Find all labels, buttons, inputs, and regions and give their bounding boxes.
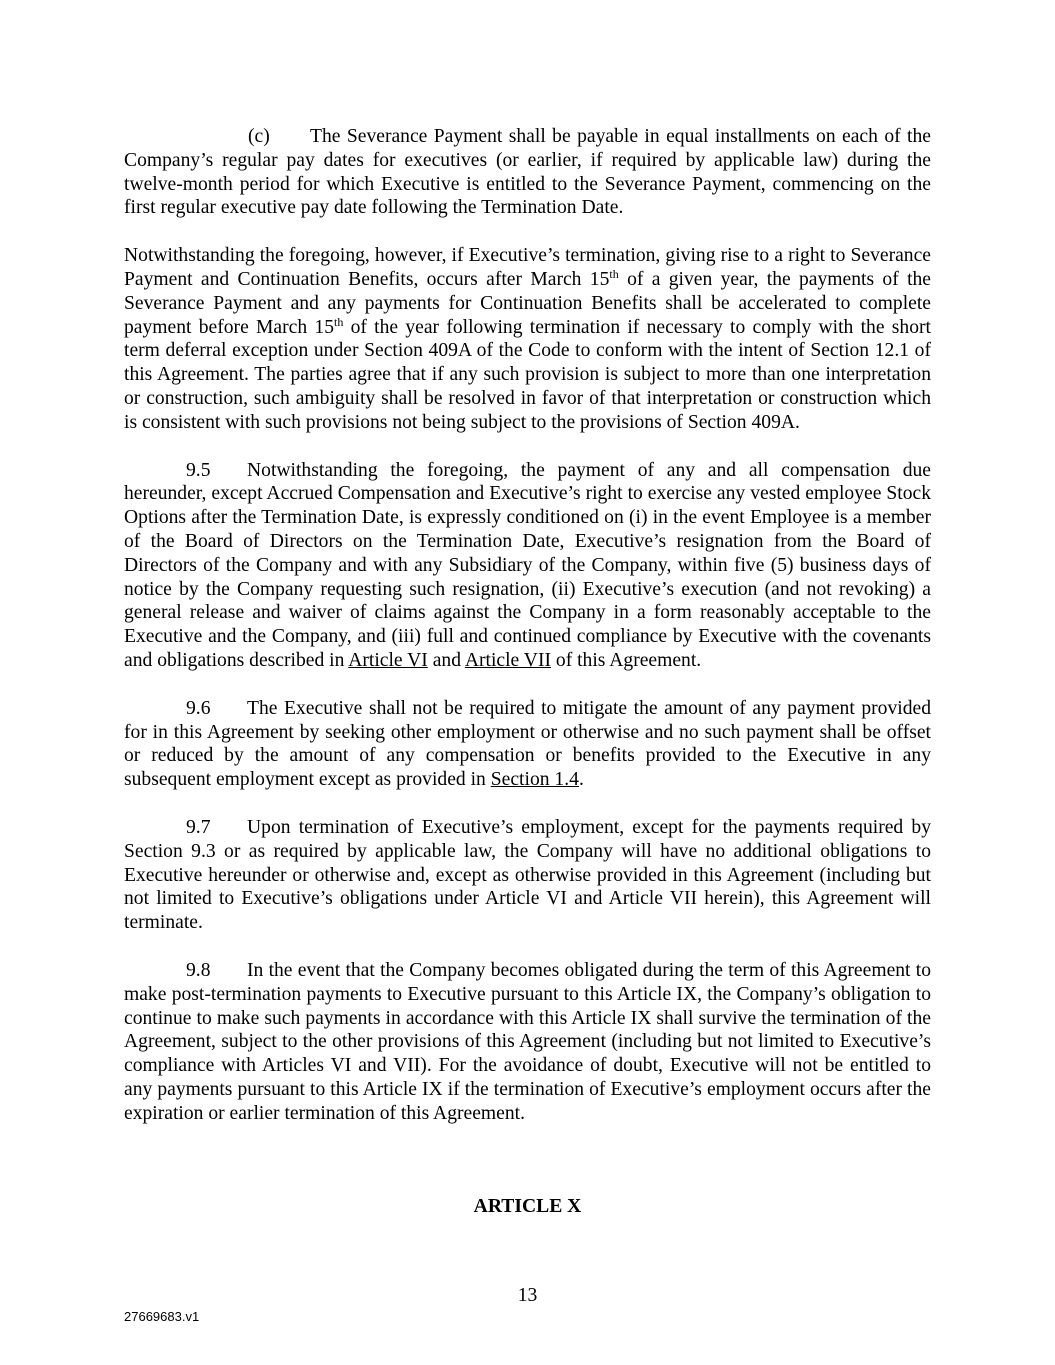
article-heading: ARTICLE X (473, 1196, 582, 1217)
document-id: 27669683.v1 (124, 1309, 200, 1324)
paragraph-c (124, 125, 931, 220)
section-1-4-reference: Section 1.4 (490, 769, 579, 791)
article-vii-reference: Article VII (464, 649, 551, 671)
paragraph-c-text: The Severance Payment shall be payable in equal installments on each of the Company’s regular pay dates for executives (or earlier, if required by applicable law) during the twelve-month period for which Executive is entitled to the Severance Payment, commencing on the first regular executive pay date following the Termination Date. (124, 126, 931, 219)
notwithstanding-text-2: of a given year, the payments of the Severance Payment and any payments for Continuation Benefits shall be accelerated to complete payment before March 15 (124, 268, 932, 338)
section-9-6-text: The Executive shall not be required to mitigate the amount of any payment provided for in this Agreement by seeking other employment or otherwise and no such payment shall be offset or reduced by the amount of any compensation or benefits provided to the Executive in any subsequent employment except as provided in (124, 697, 931, 791)
section-9-5-text: Notwithstanding the foregoing, the payment of any and all compensation due hereunder, except Accrued Compensation and Executive’s right to exercise any vested employee Stock Options after the Termination Date, is expressly conditioned on (i) in the event Employee is a member of the Board of Directors on the Termination Date, Executive’s resignation from the Board of Directors of the Company and with any Subsidiary of the Company, within five (5) business days of notice by the Company requesting such resignation, (ii) Executive’s execution (and not revoking) a general release and waiver of claims against the Company in a form reasonably acceptable to the Executive and the Company, and (iii) full and continued compliance by Executive with the covenants and obligations described in (124, 459, 931, 671)
section-9-5 (124, 459, 931, 673)
paragraph-c-marker: (c) (248, 126, 270, 147)
document-body (124, 125, 931, 1149)
section-9-6-text-end: . (578, 769, 584, 791)
section-9-6 (124, 697, 931, 792)
section-9-8 (124, 959, 931, 1126)
ordinal-suffix: th (334, 314, 344, 329)
ordinal-suffix: th (609, 266, 619, 281)
section-9-5-number: 9.5 (186, 459, 211, 481)
section-9-7-number: 9.7 (186, 816, 211, 838)
paragraph-notwithstanding (124, 244, 931, 434)
section-9-6-number: 9.6 (186, 697, 211, 719)
notwithstanding-text-3: of the year following termination if necessary to comply with the short term deferral exception under Section 409A of the Code to conform with the intent of Section 12.1 of this Agreement. The parties agree that if any such provision is subject to more than one interpretation or construction, such ambiguity shall be resolved in favor of that interpretation or construction which is consistent with such provisions not being subject to the provisions of Section 409A. (124, 316, 931, 433)
section-9-5-connector: and (427, 649, 465, 671)
article-vi-reference: Article VI (348, 649, 428, 671)
notwithstanding-text-1: Notwithstanding the foregoing, however, if Executive’s termination, giving rise to a right to Severance Payment and Continuation Benefits, occurs after March 15 (124, 245, 931, 290)
section-9-5-text-end: of this Agreement. (551, 649, 702, 671)
page-number: 13 (517, 1285, 538, 1306)
section-9-8-text: In the event that the Company becomes obligated during the term of this Agreement to make post-termination payments to Executive pursuant to this Article IX, the Company’s obligation to continue to make such payments in accordance with this Article IX shall survive the termination of the Agreement, subject to the other provisions of this Agreement (including but not limited to Executive’s compliance with Articles VI and VII). For the avoidance of doubt, Executive will not be entitled to any payments pursuant to this Article IX if the termination of Executive’s employment occurs after the expiration or earlier termination of this Agreement. (124, 959, 931, 1124)
section-9-7 (124, 816, 931, 935)
section-9-8-number: 9.8 (186, 959, 211, 981)
section-9-7-text: Upon termination of Executive’s employment, except for the payments required by Section 9.3 or as required by applicable law, the Company will have no additional obligations to Executive hereunder or otherwise and, except as otherwise provided in this Agreement (including but not limited to Executive’s obligations under Article VI and Article VII herein), this Agreement will terminate. (124, 816, 931, 934)
